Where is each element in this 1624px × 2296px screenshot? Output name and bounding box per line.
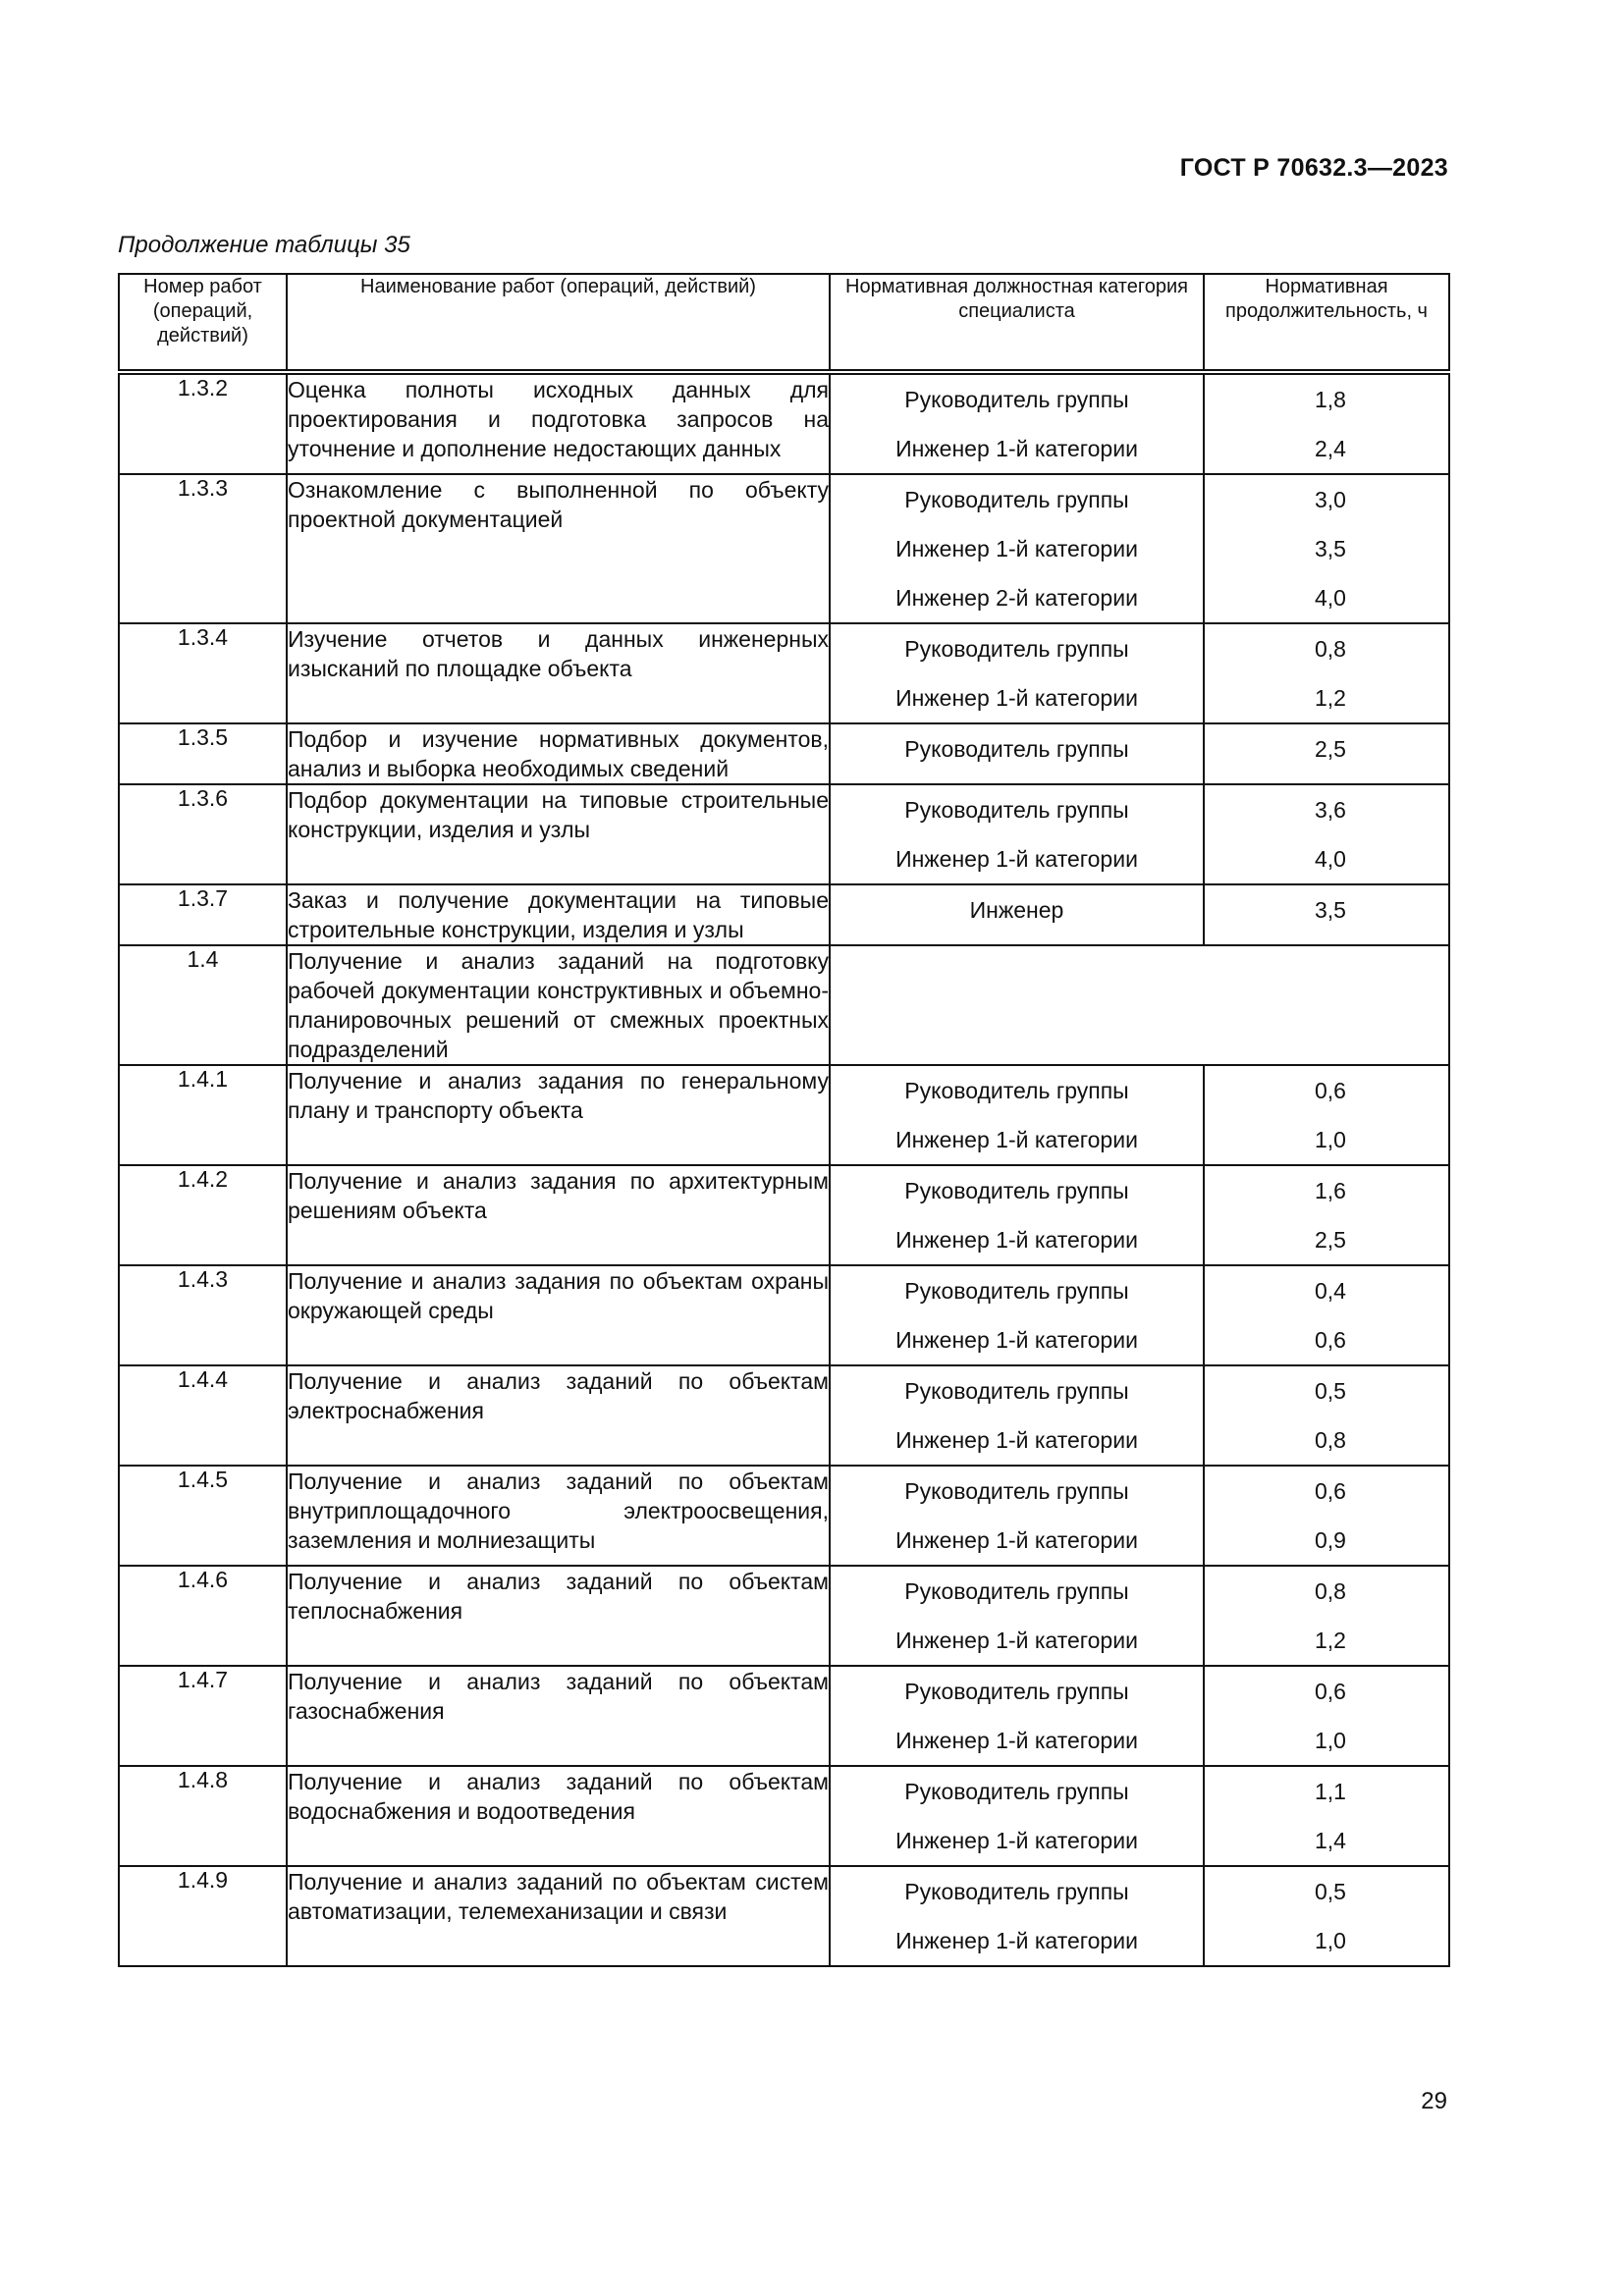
work-name: Получение и анализ заданий по объектам внутриплощадочного электроосвещения, заземления и молниезащиты bbox=[287, 1466, 830, 1566]
duration-cell bbox=[1204, 1165, 1449, 1265]
work-name: Ознакомление с выполненной по объекту проектной документацией bbox=[287, 474, 830, 623]
specialist-category: Инженер 1-й категории bbox=[895, 436, 1138, 461]
specialist-category: Инженер 1-й категории bbox=[895, 1227, 1138, 1253]
table-caption: Продолжение таблицы 35 bbox=[118, 232, 410, 258]
specialist-category: Руководитель группы bbox=[904, 1278, 1129, 1304]
work-number: 1.4.3 bbox=[119, 1265, 287, 1365]
specialist-category: Инженер 1-й категории bbox=[895, 1327, 1138, 1353]
duration-value: 0,6 bbox=[1315, 1327, 1346, 1353]
specialist-category-cell bbox=[830, 1265, 1204, 1365]
work-norms-table bbox=[118, 273, 1450, 1967]
duration-value: 1,0 bbox=[1315, 1127, 1346, 1152]
specialist-category-cell bbox=[830, 1666, 1204, 1766]
table-header-row bbox=[119, 274, 1449, 372]
duration-value: 0,8 bbox=[1315, 636, 1346, 662]
duration-value: 1,6 bbox=[1315, 1178, 1346, 1203]
specialist-category: Руководитель группы bbox=[904, 1879, 1129, 1904]
duration-cell bbox=[1204, 723, 1449, 784]
specialist-category-cell bbox=[830, 1466, 1204, 1566]
specialist-category: Инженер 1-й категории bbox=[895, 685, 1138, 711]
specialist-category-cell bbox=[830, 784, 1204, 884]
specialist-category: Руководитель группы bbox=[904, 797, 1129, 823]
duration-value: 1,0 bbox=[1315, 1928, 1346, 1953]
specialist-category: Инженер 1-й категории bbox=[895, 1527, 1138, 1553]
table-row bbox=[119, 1165, 1449, 1265]
duration-value: 0,6 bbox=[1315, 1078, 1346, 1103]
duration-cell bbox=[1204, 884, 1449, 945]
specialist-category: Руководитель группы bbox=[904, 487, 1129, 512]
duration-cell bbox=[1204, 1566, 1449, 1666]
duration-value: 1,2 bbox=[1315, 1628, 1346, 1653]
table-row bbox=[119, 623, 1449, 723]
specialist-category: Руководитель группы bbox=[904, 1178, 1129, 1203]
specialist-category: Инженер 1-й категории bbox=[895, 1127, 1138, 1152]
duration-cell bbox=[1204, 623, 1449, 723]
duration-cell bbox=[1204, 1666, 1449, 1766]
specialist-category: Руководитель группы bbox=[904, 1779, 1129, 1804]
page-number: 29 bbox=[1421, 2088, 1447, 2114]
specialist-category: Инженер 1-й категории bbox=[895, 1828, 1138, 1853]
specialist-category-cell bbox=[830, 723, 1204, 784]
specialist-category: Инженер 1-й категории bbox=[895, 1628, 1138, 1653]
work-number: 1.4 bbox=[119, 945, 287, 1065]
work-name: Подбор документации на типовые строительные конструкции, изделия и узлы bbox=[287, 784, 830, 884]
duration-cell bbox=[1204, 372, 1449, 474]
duration-cell bbox=[1204, 1466, 1449, 1566]
duration-value: 1,2 bbox=[1315, 685, 1346, 711]
work-number: 1.3.7 bbox=[119, 884, 287, 945]
empty-cell bbox=[830, 945, 1449, 1065]
work-number: 1.3.5 bbox=[119, 723, 287, 784]
work-name: Изучение отчетов и данных инженерных изысканий по площадке объекта bbox=[287, 623, 830, 723]
work-number: 1.3.4 bbox=[119, 623, 287, 723]
duration-value: 3,0 bbox=[1315, 487, 1346, 512]
work-number: 1.3.6 bbox=[119, 784, 287, 884]
work-name: Получение и анализ заданий по объектам систем автоматизации, телемеханизации и связи bbox=[287, 1866, 830, 1966]
work-number: 1.4.5 bbox=[119, 1466, 287, 1566]
work-name: Получение и анализ заданий по объектам водоснабжения и водоотведения bbox=[287, 1766, 830, 1866]
work-number: 1.3.2 bbox=[119, 372, 287, 474]
specialist-category: Инженер 1-й категории bbox=[895, 1928, 1138, 1953]
work-name: Получение и анализ задания по генеральному плану и транспорту объекта bbox=[287, 1065, 830, 1165]
specialist-category: Руководитель группы bbox=[904, 1578, 1129, 1604]
duration-value: 3,6 bbox=[1315, 797, 1346, 823]
column-header-number: Номер работ (операций, действий) bbox=[119, 274, 287, 372]
specialist-category: Руководитель группы bbox=[904, 736, 1129, 762]
table-row bbox=[119, 723, 1449, 784]
specialist-category-cell bbox=[830, 474, 1204, 623]
specialist-category-cell bbox=[830, 1766, 1204, 1866]
table-row bbox=[119, 1065, 1449, 1165]
duration-value: 0,4 bbox=[1315, 1278, 1346, 1304]
table-row bbox=[119, 1666, 1449, 1766]
duration-cell bbox=[1204, 1265, 1449, 1365]
specialist-category: Руководитель группы bbox=[904, 1679, 1129, 1704]
duration-value: 3,5 bbox=[1315, 536, 1346, 561]
specialist-category: Руководитель группы bbox=[904, 1078, 1129, 1103]
duration-cell bbox=[1204, 1065, 1449, 1165]
table-row bbox=[119, 1365, 1449, 1466]
duration-value: 2,5 bbox=[1315, 1227, 1346, 1253]
duration-value: 1,0 bbox=[1315, 1728, 1346, 1753]
work-number: 1.4.2 bbox=[119, 1165, 287, 1265]
column-header-name: Наименование работ (операций, действий) bbox=[287, 274, 830, 372]
duration-cell bbox=[1204, 474, 1449, 623]
duration-value: 4,0 bbox=[1315, 846, 1346, 872]
duration-value: 2,5 bbox=[1315, 736, 1346, 762]
work-name: Заказ и получение документации на типовые строительные конструкции, изделия и узлы bbox=[287, 884, 830, 945]
duration-value: 1,8 bbox=[1315, 387, 1346, 412]
specialist-category: Инженер 1-й категории bbox=[895, 846, 1138, 872]
specialist-category-cell bbox=[830, 1365, 1204, 1466]
duration-cell bbox=[1204, 1766, 1449, 1866]
work-number: 1.4.9 bbox=[119, 1866, 287, 1966]
specialist-category: Руководитель группы bbox=[904, 1478, 1129, 1504]
duration-value: 2,4 bbox=[1315, 436, 1346, 461]
duration-value: 1,1 bbox=[1315, 1779, 1346, 1804]
duration-value: 0,5 bbox=[1315, 1378, 1346, 1404]
duration-value: 0,6 bbox=[1315, 1478, 1346, 1504]
duration-value: 0,5 bbox=[1315, 1879, 1346, 1904]
duration-value: 0,6 bbox=[1315, 1679, 1346, 1704]
specialist-category-cell bbox=[830, 884, 1204, 945]
work-name: Получение и анализ заданий по объектам электроснабжения bbox=[287, 1365, 830, 1466]
work-number: 1.4.8 bbox=[119, 1766, 287, 1866]
duration-value: 0,9 bbox=[1315, 1527, 1346, 1553]
specialist-category-cell bbox=[830, 372, 1204, 474]
work-name: Получение и анализ заданий по объектам теплоснабжения bbox=[287, 1566, 830, 1666]
table-row bbox=[119, 1566, 1449, 1666]
duration-value: 3,5 bbox=[1315, 897, 1346, 923]
duration-value: 1,4 bbox=[1315, 1828, 1346, 1853]
specialist-category: Инженер 1-й категории bbox=[895, 536, 1138, 561]
column-header-duration: Нормативная продолжительность, ч bbox=[1204, 274, 1449, 372]
table-row bbox=[119, 884, 1449, 945]
duration-value: 4,0 bbox=[1315, 585, 1346, 611]
work-number: 1.4.1 bbox=[119, 1065, 287, 1165]
table-row bbox=[119, 1766, 1449, 1866]
table-row bbox=[119, 1866, 1449, 1966]
specialist-category: Инженер bbox=[969, 897, 1064, 923]
table-row bbox=[119, 474, 1449, 623]
work-number: 1.4.4 bbox=[119, 1365, 287, 1466]
specialist-category: Руководитель группы bbox=[904, 387, 1129, 412]
specialist-category: Инженер 1-й категории bbox=[895, 1427, 1138, 1453]
specialist-category: Инженер 1-й категории bbox=[895, 1728, 1138, 1753]
specialist-category: Руководитель группы bbox=[904, 1378, 1129, 1404]
table-row bbox=[119, 784, 1449, 884]
column-header-category: Нормативная должностная категория специалиста bbox=[830, 274, 1204, 372]
work-name: Оценка полноты исходных данных для проектирования и подготовка запросов на уточнение и дополнение недостающих данных bbox=[287, 372, 830, 474]
table-row bbox=[119, 1466, 1449, 1566]
duration-value: 0,8 bbox=[1315, 1427, 1346, 1453]
specialist-category-cell bbox=[830, 1866, 1204, 1966]
specialist-category-cell bbox=[830, 1566, 1204, 1666]
duration-value: 0,8 bbox=[1315, 1578, 1346, 1604]
table-row bbox=[119, 1265, 1449, 1365]
duration-cell bbox=[1204, 784, 1449, 884]
work-name: Получение и анализ задания по объектам охраны окружающей среды bbox=[287, 1265, 830, 1365]
work-name: Получение и анализ заданий на подготовку рабочей документации конструктивных и объемно-планировочных решений от смежных проектных подразделений bbox=[287, 945, 830, 1065]
document-code: ГОСТ Р 70632.3—2023 bbox=[1179, 154, 1448, 182]
duration-cell bbox=[1204, 1866, 1449, 1966]
duration-cell bbox=[1204, 1365, 1449, 1466]
specialist-category-cell bbox=[830, 1165, 1204, 1265]
specialist-category: Руководитель группы bbox=[904, 636, 1129, 662]
work-name: Получение и анализ заданий по объектам газоснабжения bbox=[287, 1666, 830, 1766]
work-name: Получение и анализ задания по архитектурным решениям объекта bbox=[287, 1165, 830, 1265]
specialist-category-cell bbox=[830, 1065, 1204, 1165]
work-number: 1.3.3 bbox=[119, 474, 287, 623]
work-number: 1.4.7 bbox=[119, 1666, 287, 1766]
work-number: 1.4.6 bbox=[119, 1566, 287, 1666]
table-row bbox=[119, 945, 1449, 1065]
work-name: Подбор и изучение нормативных документов, анализ и выборка необходимых сведений bbox=[287, 723, 830, 784]
table-row bbox=[119, 372, 1449, 474]
specialist-category-cell bbox=[830, 623, 1204, 723]
specialist-category: Инженер 2-й категории bbox=[895, 585, 1138, 611]
